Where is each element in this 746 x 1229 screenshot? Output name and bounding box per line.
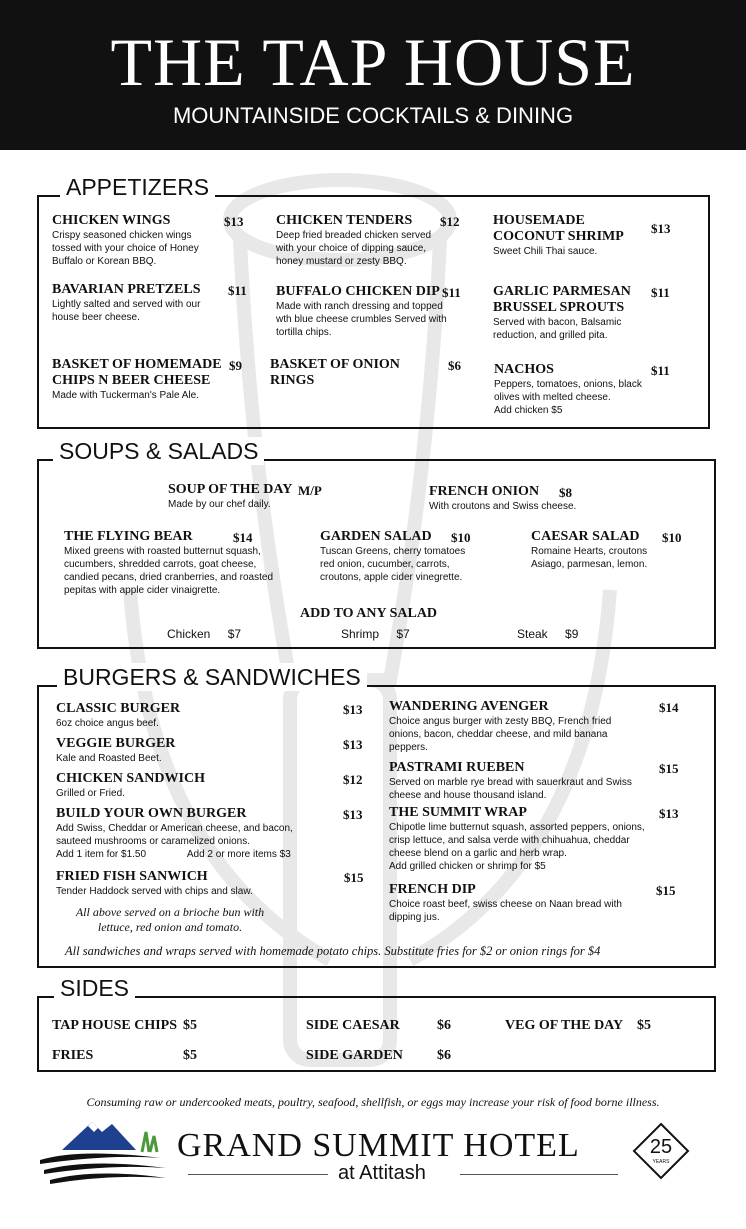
- menu-item-classic-burger: CLASSIC BURGER $13 6oz choice angus beef.: [56, 701, 363, 729]
- menu-item-fried-fish: FRIED FISH SANWICH $15 Tender Haddock served with chips and slaw.: [56, 869, 364, 897]
- soups-salads-heading: SOUPS & SALADS: [53, 437, 264, 465]
- side-caesar: SIDE CAESAR $6: [306, 1018, 451, 1033]
- badge-label: YEARS: [652, 1159, 670, 1165]
- hotel-name: GRAND SUMMIT HOTEL: [177, 1127, 580, 1164]
- sides-heading: SIDES: [54, 974, 135, 1002]
- appetizers-heading: APPETIZERS: [60, 173, 215, 201]
- hotel-name-divider-right: [460, 1174, 618, 1175]
- menu-item-flying-bear: THE FLYING BEAR $14 Mixed greens with roasted butternut squash, cucumbers, shredded carrots, goat cheese, candied pecans, dried cranberries, and roasted pepitas with apple cider vinaigrette.: [64, 529, 274, 596]
- hotel-name-divider-left: [188, 1174, 328, 1175]
- menu-item-chicken-sandwich: CHICKEN SANDWICH $12 Grilled or Fried.: [56, 771, 363, 799]
- menu-item-chips-beer-cheese: BASKET OF HOMEMADE CHIPS N BEER CHEESE $9 Made with Tuckerman's Pale Ale.: [52, 357, 242, 401]
- menu-item-nachos: NACHOS $11 Peppers, tomatoes, onions, black olives with melted cheese. Add chicken $5: [494, 362, 670, 416]
- menu-item-caesar-salad: CAESAR SALAD $10 Romaine Hearts, croutons Asiago, parmesan, lemon.: [531, 529, 682, 570]
- add-shrimp: Shrimp $7: [341, 627, 410, 641]
- side-fries: FRIES $5: [52, 1048, 197, 1063]
- restaurant-title: THE TAP HOUSE: [110, 24, 636, 100]
- menu-item-coconut-shrimp: HOUSEMADE COCONUT SHRIMP $13 Sweet Chili Thai sauce.: [493, 213, 671, 257]
- chips-note: All sandwiches and wraps served with homemade potato chips. Substitute fries for $2 or onion rings for $4: [65, 944, 601, 958]
- menu-item-bavarian-pretzels: BAVARIAN PRETZELS $11 Lightly salted and served with our house beer cheese.: [52, 282, 247, 323]
- menu-item-veggie-burger: VEGGIE BURGER $13 Kale and Roasted Beet.: [56, 736, 363, 764]
- food-safety-disclaimer: Consuming raw or undercooked meats, poultry, seafood, shellfish, or eggs may increase your risk of food borne illness.: [86, 1095, 660, 1109]
- menu-item-onion-rings: BASKET OF ONION RINGS $6: [270, 357, 461, 388]
- menu-item-buffalo-chicken-dip: BUFFALO CHICKEN DIP $11 Made with ranch dressing and topped wth blue cheese crumbles Served with tortilla chips.: [276, 284, 461, 338]
- mountain-icon: [40, 1118, 170, 1188]
- menu-item-summit-wrap: THE SUMMIT WRAP $13 Chipotle lime butternut squash, assorted peppers, onions, crisp lettuce, and salsa verde with chihuahua, cheddar cheese blend on a garlic and herb wrap. Add grilled chicken or shrimp for $5: [389, 805, 679, 872]
- badge-number: 25: [649, 1136, 673, 1158]
- hotel-location: at Attitash: [338, 1162, 426, 1184]
- add-chicken: Chicken $7: [167, 627, 242, 641]
- menu-item-french-onion: FRENCH ONION $8 With croutons and Swiss cheese.: [429, 484, 577, 512]
- hotel-logo: [40, 1118, 706, 1198]
- brioche-note: All above served on a brioche bun with lettuce, red onion and tomato.: [75, 905, 265, 934]
- menu-item-chicken-tenders: CHICKEN TENDERS $12 Deep fried breaded chicken served with your choice of dipping sauce, honey mustard or zesty BBQ.: [276, 213, 460, 267]
- side-tap-house-chips: TAP HOUSE CHIPS $5: [52, 1018, 197, 1033]
- add-to-salad-heading: ADD TO ANY SALAD: [300, 606, 438, 621]
- menu-item-pastrami-rueben: PASTRAMI RUEBEN $15 Served on marble rye bread with sauerkraut and Swiss cheese and house thousand island.: [389, 760, 679, 801]
- menu-item-garden-salad: GARDEN SALAD $10 Tuscan Greens, cherry tomatoes red onion, cucumber, carrots, croutons, apple cider vinegrette.: [320, 529, 471, 583]
- side-veg-of-the-day: VEG OF THE DAY $5: [505, 1018, 651, 1033]
- menu-item-french-dip: FRENCH DIP $15 Choice roast beef, swiss cheese on Naan bread with dipping jus.: [389, 882, 676, 923]
- anniversary-badge: [632, 1122, 690, 1180]
- burgers-heading: BURGERS & SANDWICHES: [57, 663, 367, 691]
- add-steak: Steak $9: [517, 627, 579, 641]
- menu-item-brussel-sprouts: GARLIC PARMESAN BRUSSEL SPROUTS $11 Served with bacon, Balsamic reduction, and grilled pita.: [493, 284, 670, 341]
- restaurant-subtitle: MOUNTAINSIDE COCKTAILS & DINING: [172, 103, 574, 128]
- menu-item-soup-of-the-day: SOUP OF THE DAY M/P Made by our chef daily.: [168, 482, 322, 510]
- side-garden: SIDE GARDEN $6: [306, 1048, 451, 1063]
- menu-item-build-your-own: BUILD YOUR OWN BURGER $13 Add Swiss, Cheddar or American cheese, and bacon, sauteed mushrooms or caramelized onions. Add 1 item for $1.50 Add 2 or more items $3: [56, 806, 363, 860]
- menu-item-chicken-wings: CHICKEN WINGS $13 Crispy seasoned chicken wings tossed with your choice of Honey Buffalo or Korean BBQ.: [52, 213, 244, 267]
- menu-item-wandering-avenger: WANDERING AVENGER $14 Choice angus burger with zesty BBQ, French fried onions, bacon, cheddar cheese, and mild banana peppers.: [389, 699, 679, 753]
